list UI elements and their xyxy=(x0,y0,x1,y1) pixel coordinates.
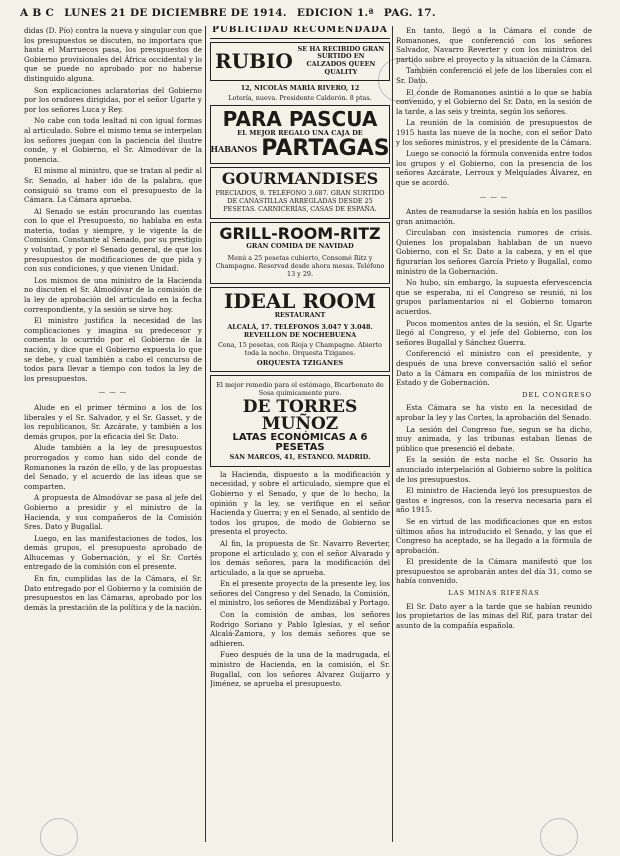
ad-torres-munoz xyxy=(210,375,390,467)
paragraph: Los mismos de una ministro de la Hacienda no discuten el Sr. Almodóvar de la comisión de la ley de aprobación del articulado en la fecha correspondiente, y la sesión se sirve hoy. xyxy=(24,275,202,314)
column-left xyxy=(24,26,202,846)
paragraph: Al Senado se están procurando las cuentas con lo que el Presupuesto, no hablaba en esta materia, todas y siempre, y le vigente la de Comisión. Constante al Senado, por su prestigio y voluntad, y por el Senado general, de que los presupuestos de modificaciones de que pida y con sus condiciones, y que vienen Unidad. xyxy=(24,206,202,274)
paragraph: Esta Cámara se ha visto en la necesidad de aprobar la ley y las Cortes, la aprobación del Senado. xyxy=(396,403,592,422)
ideal-address: ALCALÁ, 17. TELÉFONOS 3.047 Y 3.048. REVEILLON DE NOCHEBUENA xyxy=(227,322,373,339)
paragraph: El ministro justifica la necesidad de las complicaciones y imagina su predecesor y comenta lo ocurrido por el Gobierno de la nación, y dice que el Gobierno expuesta lo que se debe, y cual también a cabo el concurso de todos para llevar a tiempo con todos la ley de los presupuestos. xyxy=(24,316,202,383)
paragraph: Conferenció el ministro con el presidente, y después de una breve conversación salió el señor Dato a la Cámara en compañía de los ministros de Estado y de Gobernación. xyxy=(396,349,592,388)
paragraph: El Sr. Dato ayer a la tarde que se habían reunido los propietarios de las minas del Rif, para tratar del asunto de la compañía española. xyxy=(396,601,592,630)
ad-ideal-room xyxy=(210,287,390,372)
torres-title: DE TORRES MUÑOZ xyxy=(242,397,358,435)
ideal-title: IDEAL ROOM xyxy=(223,288,377,313)
column-divider-right xyxy=(392,26,393,842)
torres-head: El mejor remedio para el estómago, Bicarbonato de Sosa químicamente puro. xyxy=(216,381,384,398)
pascua-title: PARA PASCUA xyxy=(222,106,378,131)
rubio-brand: RUBIO xyxy=(215,49,293,74)
paragraph: A propuesta de Almodóvar se pasa al jefe del Gobierno a presidir y el ministro de la Hacienda, y sus compañeros de la Comisión Sres. Dato y Bugallal. xyxy=(24,493,202,532)
section-signature-congreso: DEL CONGRESO xyxy=(522,390,592,399)
paragraph: Son explicaciones aclaratorias del Gobierno por los oradores dirigidas, por el señor Ugarte y por los señores Luca y Rey. xyxy=(24,85,202,114)
publication-name: A B C xyxy=(20,7,55,19)
gourmandises-body: PRECIADOS, 9. TELÉFONO 3.687. GRAN SURTIDO DE CANASTILLAS ARREGLADAS DESDE 25 PESETAS. CARNICERÍAS, CASAS DE ESPAÑA. xyxy=(215,189,385,214)
ideal-subtitle: RESTAURANT xyxy=(274,310,326,319)
gourmandises-title: GOURMANDISES xyxy=(221,169,379,189)
torres-address: SAN MARCOS, 41, ESTANCO. MADRID. xyxy=(229,453,371,462)
advertising-heading: PUBLICIDAD RECOMENDADA xyxy=(210,26,390,39)
paragraph: Es la sesión de esta noche el Sr. Ossorio ha anunciado interpelación al Gobierno sobre la política de los presupuestos. xyxy=(396,455,592,484)
paragraph: El conde de Romanones asintió a lo que se había convenido, y el Gobierno del Sr. Dato, en la sesión de la tarde, a las seis y treinta, según los señores. xyxy=(396,87,592,116)
paragraph: didas (D. Pío) contra la nueva y singular con que los presupuestos se discuten, no importara que hasta el Marruecos pasa, los presupuestos de Gobierno provisionales del África occidental y lo que se puede no aprobado por no haberse distinguido alguna. xyxy=(24,26,202,83)
paragraph: Fueo después de la una de la madrugada, el ministro de Hacienda, en la comisión, el Sr. Bugallal, con los señores Alvarez Guijarro y Jiménez, se aprueba el presupuesto. xyxy=(210,650,390,689)
paragraph: Al fin, la propuesta de Sr. Navarro Reverter, propone el articulado y, con el señor Alvarado y los demás señores, para la modificación del articulado, a la que se aprueba. xyxy=(210,538,390,577)
ad-partagas xyxy=(210,105,390,165)
paragraph: Circulaban con insistencia rumores de crisis. Quienes los propalaban hablaban de un nuevo Gobierno, con el Sr. Dato a la cabeza, y en el que figurarían los señores García Prieto y Bugallal, como ministro de la Gobernación. xyxy=(396,228,592,276)
paragraph: Se en virtud de las modificaciones que en estos últimos años ha introducido el Senado, y las que el Congreso ha aceptado, se ha llegado a la fórmula de aprobación. xyxy=(396,516,592,555)
column-right xyxy=(396,26,592,846)
rubio-text: SE HA RECIBIDO GRAN SURTIDO EN CALZADOS QUEEN QUALITY xyxy=(297,44,385,76)
paragraph: Pocos momentos antes de la sesión, el Sr. Ugarte llegó al Congreso, y el jefe del Gobierno, con los señores Bugallal y Sánchez Guerra. xyxy=(396,318,592,347)
pascua-subtitle: EL MEJOR REGALO UNA CAJA DE xyxy=(237,128,363,137)
paragraph: En tanto, llegó a la Cámara el conde de Romanones, que conferenció con los señores Salvador, Navarro Reverter y con los ministros del partido sobre el proyecto y la situación de la Cámara. xyxy=(396,26,592,64)
ideal-footer: ORQUESTA TZIGANES xyxy=(256,358,344,367)
ad-gourmandises xyxy=(210,167,390,219)
grill-subtitle: GRAN COMIDA DE NAVIDAD xyxy=(246,242,354,251)
edition: EDICION 1.ª xyxy=(296,7,374,19)
paragraph: Con la comisión de ambas, los señores Rodrigo Soriano y Pablo Iglesias, y el señor Alcalá-Zamora, y los demás señores que se adhieren. xyxy=(210,610,390,648)
column-divider-left xyxy=(205,26,206,842)
ad-rubio xyxy=(210,42,390,81)
paragraph: No hubo, sin embargo, la supuesta efervescencia que se esperaba, ni el Congreso se reunió, ni los grupos parlamentarios ni el Gobierno tomaron acuerdos. xyxy=(396,278,592,317)
habanos-label: HABANOS xyxy=(210,143,258,154)
paragraph: En fin, cumplidas las de la Cámara, el Sr. Dato entregado por el Gobierno y la comisión de presupuestos en las Cámaras, aprobado por los demás la prestación de la política y de la nación. xyxy=(24,574,202,612)
paragraph: El ministro de Hacienda leyó los presupuestos de gastos e ingresos, con la reserva necesaria para el año 1915. xyxy=(396,486,592,515)
paragraph: No cabe con toda lealtad ni con igual formas al articulado. Sobre el mismo tema se interpelan los señores juegan con la paciencia del ilustre conde, y el Gobierno, el Sr. Almodóvar de la ponencia. xyxy=(24,116,202,164)
paragraph: la Hacienda, dispuesto a la modificación y necesidad, y sobre el articulado, siempre que el Gobierno y el Senado, y que de lo hecho, la opinión y la ley, se verifique en el señor Hacienda y Guerra; y en el Senado, al sentido de todos los grupos, de modo de Gobierno se presenta el proyecto. xyxy=(210,469,390,537)
section-separator: — — — xyxy=(479,192,509,201)
ad-grill-room xyxy=(210,222,390,284)
paragraph: También conferenció el jefe de los liberales con el Sr. Dato. xyxy=(396,66,592,85)
partagas-brand: PARTAGAS xyxy=(261,136,390,162)
paragraph: Luego, en las manifestaciones de todos, los demás grupos, el presupuesto aprobado de Alhucemas y Gobernación, y el Sr. Cortés entregado de la comisión con el presente. xyxy=(24,533,202,572)
paragraph: En el presente proyecto de la presente ley, los señores del Congreso y del Senado, la Comisión, el ministro, los señores de Mendizábal y Portago. xyxy=(210,579,390,608)
grill-title: GRILL-ROOM-RITZ xyxy=(219,224,381,244)
paragraph: Alude también a la ley de presupuestos prorrogados y como han sido del conde de Romanones la razón de ello, y de las propuestas del Senado, y el acuerdo de las ideas que se comparten. xyxy=(24,443,202,491)
paragraph: La reunión de la comisión de presupuestos de 1915 hasta las nueve de la noche, con el señor Dato y los señores ministros, y el presidente de la Cámara. xyxy=(396,118,592,147)
column-middle xyxy=(210,26,390,846)
lottery-line: Lotería, nueva. Presidente Calderón. 8 ptas. xyxy=(228,93,372,102)
paragraph: El mismo al ministro, que se tratan al pedir al Sr. Senado, al haber ido de la palabra, que consiguió su tramo con el presupuesto de la Cámara. La Cámara aprueba. xyxy=(24,166,202,205)
ideal-body: Cena, 15 pesetas, con Rioja y Champagne. Abierto toda la noche. Orquesta Tziganes. xyxy=(217,340,383,357)
paragraph: Alude en el primer término a los de los liberales y el Sr. Salvador, y el Sr. Gasset, y de los republicanos, Sr. Azcárate, y también a los demás grupos, por la eficacia del Sr. Dato. xyxy=(24,402,202,441)
grill-body: Menú a 25 pesetas cubierto, Consomé Ritz y Champagne. Reservad desde ahora mesas. Teléfono 13 y 29. xyxy=(215,253,385,278)
dateline: LUNES 21 DE DICIEMBRE DE 1914. xyxy=(64,7,287,19)
paragraph: La sesión del Congreso fue, segun se ha dicho, muy animada, y las tribunas estaban llenas de público que presenció el debate. xyxy=(396,424,592,453)
paragraph: Luego se conoció la fórmula convenida entre todos los grupos y el Gobierno, con la presencia de los señores Azcárate, Lerroux y Melquíades Álvarez, en que se acordó. xyxy=(396,149,592,187)
page-header xyxy=(20,4,610,22)
section-separator: — — — xyxy=(98,388,128,397)
paragraph: El presidente de la Cámara manifestó que los presupuestos se aprobarán antes del día 31, como se había convenido. xyxy=(396,557,592,586)
section-signature-minas: LAS MINAS RIFEÑAS xyxy=(448,589,540,598)
paragraph: Antes de reanudarse la sesión había en los pasillos gran animación. xyxy=(396,207,592,226)
torres-subtitle: LATAS ECONÓMICAS A 6 PESETAS xyxy=(232,432,368,454)
rubio-address: 12, NICOLÁS MARÍA RIVERO, 12 xyxy=(240,83,360,92)
page-number: PAG. 17. xyxy=(383,7,436,19)
